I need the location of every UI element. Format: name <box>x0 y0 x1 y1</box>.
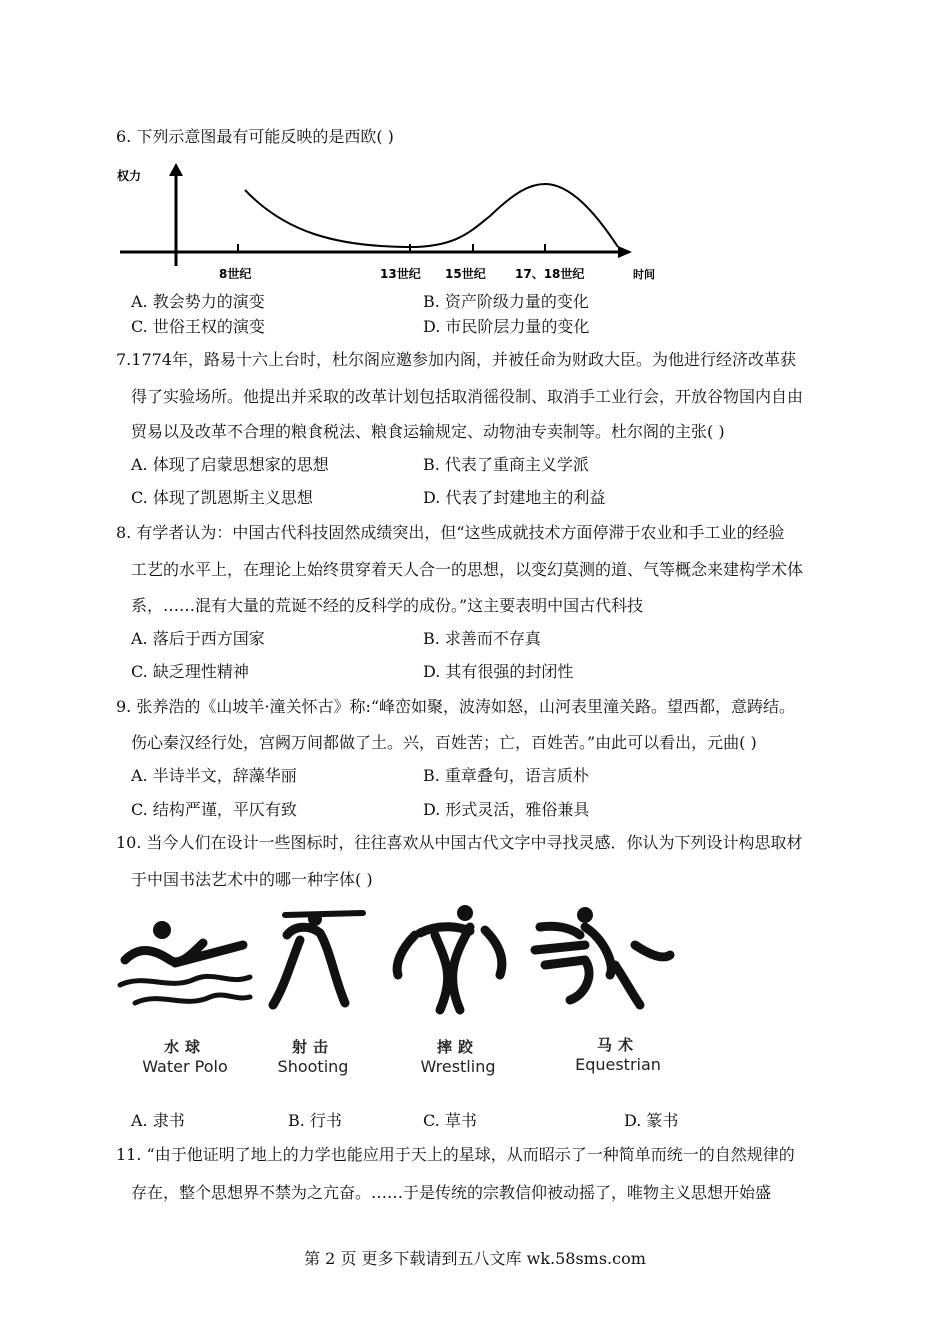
q8-option-d[interactable]: D. 其有很强的封闭性 <box>423 662 574 681</box>
q8-option-a[interactable]: A. 落后于西方国家 <box>131 629 265 648</box>
q9-line-2: 伤心秦汉经行处，宫阙万间都做了土。兴，百姓苦；亡，百姓苦。”由此可以看出，元曲( ) <box>131 733 757 752</box>
icon-label-equestrian <box>568 1034 668 1074</box>
q8-option-c[interactable]: C. 缺乏理性精神 <box>131 662 249 681</box>
icon-label-cn: 马术 <box>596 1036 639 1054</box>
q6-stem: 6. 下列示意图最有可能反映的是西欧( ) <box>116 127 394 146</box>
chart-power-curve <box>245 184 618 247</box>
icon-label-cn: 水球 <box>163 1038 206 1056</box>
q11-line-2: 存在，整个思想界不禁为之亢奋。……于是传统的宗教信仰被动摇了，唯物主义思想开始盛 <box>131 1183 772 1202</box>
tick-label-8c: 8世纪 <box>219 267 252 281</box>
q8-line-3: 系，……混有大量的荒诞不经的反科学的成份。”这主要表明中国古代科技 <box>131 596 644 615</box>
icon-label-water-polo <box>140 1036 230 1076</box>
icon-label-en: Equestrian <box>575 1055 661 1074</box>
equestrian-icon <box>535 907 670 1005</box>
icon-label-en: Wrestling <box>420 1057 496 1076</box>
chart-y-arrow <box>169 163 183 176</box>
q6-option-b[interactable]: B. 资产阶级力量的变化 <box>423 292 589 311</box>
q7-option-a[interactable]: A. 体现了启蒙思想家的思想 <box>131 455 329 474</box>
q7-line-2: 得了实验场所。他提出并采取的改革计划包括取消徭役制、取消手工业行会，开放谷物国内自由 <box>131 387 804 406</box>
tick-label-15c: 15世纪 <box>445 267 486 281</box>
icon-label-cn: 射击 <box>291 1038 334 1056</box>
q6-option-c[interactable]: C. 世俗王权的演变 <box>131 317 265 336</box>
q6-option-d[interactable]: D. 市民阶层力量的变化 <box>423 317 590 336</box>
tick-label-13c: 13世纪 <box>380 267 421 281</box>
icon-label-wrestling <box>413 1036 503 1076</box>
q10-option-b[interactable]: B. 行书 <box>288 1111 342 1130</box>
page-footer: 第 2 页 更多下载请到五八文库 wk.58sms.com <box>304 1249 646 1268</box>
q9-option-a[interactable]: A. 半诗半文，辞藻华丽 <box>131 766 297 785</box>
chart-x-arrow <box>618 246 632 258</box>
q9-line-1: 9. 张养浩的《山坡羊·潼关怀古》称:“峰峦如聚，波涛如怒，山河表里潼关路。望西都，意踌结。 <box>116 697 796 716</box>
wrestling-icon <box>397 905 502 1010</box>
q7-line-1: 7.1774年，路易十六上台时，杜尔阁应邀参加内阁，并被任命为财政大臣。为他进行经济改革获 <box>116 350 796 369</box>
q6-power-chart <box>115 162 675 282</box>
q9-option-d[interactable]: D. 形式灵活，雅俗兼具 <box>423 800 590 819</box>
q10-line-2: 于中国书法艺术中的哪一种字体( ) <box>131 870 373 889</box>
water-polo-icon <box>120 921 250 1003</box>
q8-line-2: 工艺的水平上，在理论上始终贯穿着天人合一的思想，以变幻莫测的道、气等概念来建构学术体 <box>131 560 804 579</box>
icon-label-en: Water Polo <box>142 1057 228 1076</box>
chart-x-label: 时间 <box>633 268 655 281</box>
chart-y-label: 权力 <box>117 169 142 183</box>
q9-option-c[interactable]: C. 结构严谨，平仄有致 <box>131 800 297 819</box>
q10-option-a[interactable]: A. 隶书 <box>131 1111 185 1130</box>
q10-option-c[interactable]: C. 草书 <box>423 1111 477 1130</box>
shooting-icon <box>273 912 363 1005</box>
q7-line-3: 贸易以及改革不合理的粮食税法、粮食运输规定、动物油专卖制等。杜尔阁的主张( ) <box>131 422 725 441</box>
q10-line-1: 10. 当今人们在设计一些图标时，往往喜欢从中国古代文字中寻找灵感．你认为下列设计构思取材 <box>116 833 803 852</box>
tick-label-17-18c: 17、18世纪 <box>515 267 585 281</box>
q7-option-c[interactable]: C. 体现了凯恩斯主义思想 <box>131 488 313 507</box>
icon-label-cn: 摔跤 <box>436 1038 479 1056</box>
q6-option-a[interactable]: A. 教会势力的演变 <box>131 292 265 311</box>
q8-line-1: 8. 有学者认为：中国古代科技固然成绩突出，但“这些成就技术方面停滞于农业和手工业的经验 <box>116 523 785 542</box>
q9-option-b[interactable]: B. 重章叠句，语言质朴 <box>423 766 589 785</box>
q7-option-b[interactable]: B. 代表了重商主义学派 <box>423 455 589 474</box>
icon-label-en: Shooting <box>277 1057 349 1076</box>
q7-option-d[interactable]: D. 代表了封建地主的利益 <box>423 488 606 507</box>
icon-label-shooting <box>268 1036 358 1076</box>
q8-option-b[interactable]: B. 求善而不存真 <box>423 629 541 648</box>
q10-pictograms <box>115 905 685 1025</box>
q10-option-d[interactable]: D. 篆书 <box>624 1111 679 1130</box>
q11-line-1: 11. “由于他证明了地上的力学也能应用于天上的星球，从而昭示了一种简单而统一的自然规律的 <box>116 1145 795 1164</box>
